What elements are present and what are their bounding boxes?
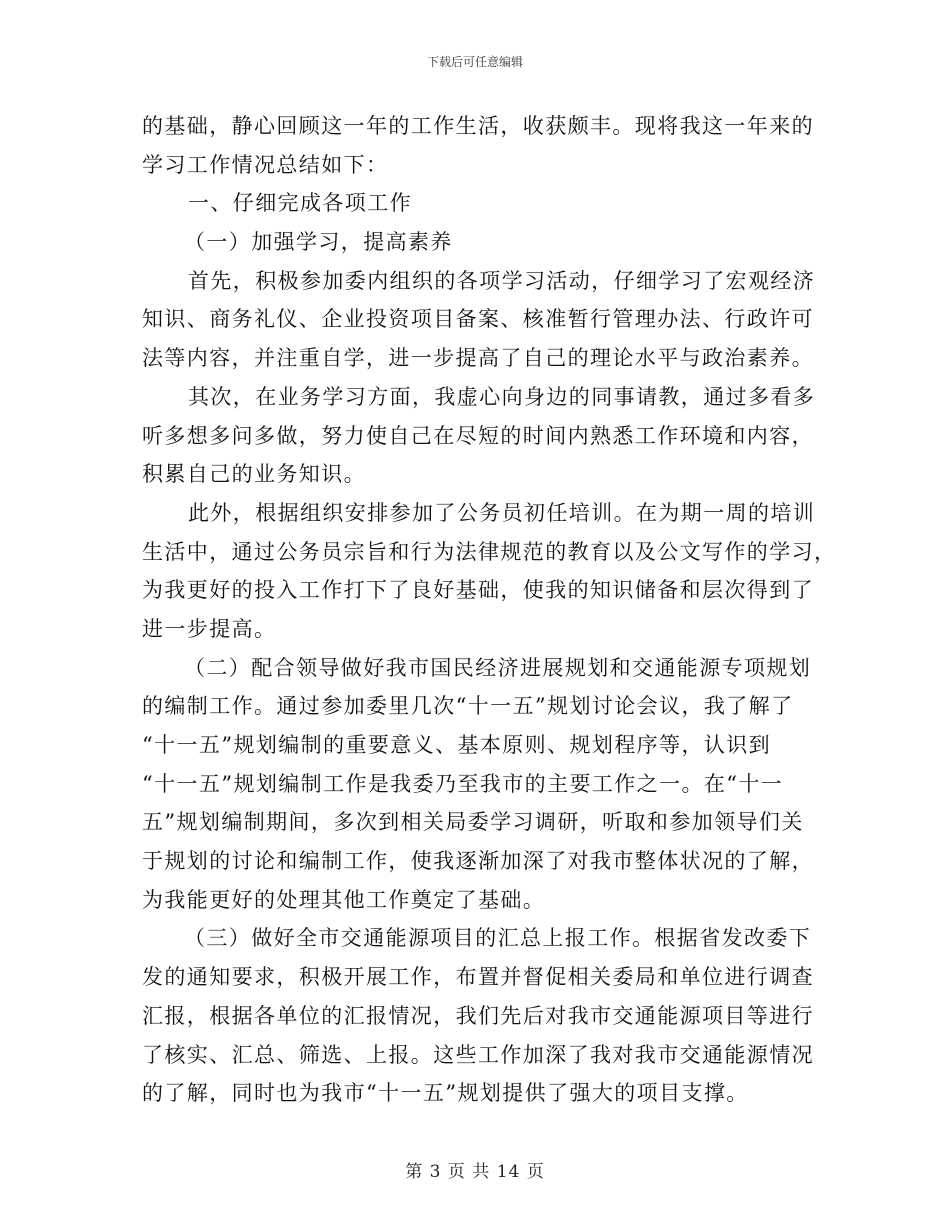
text-line: （二）配合领导做好我市国民经济进展规划和交通能源专项规划 <box>184 655 812 680</box>
text-line: 为我更好的投入工作打下了良好基础，使我的知识储备和层次得到了 <box>142 578 814 603</box>
text-line: 发的通知要求，积极开展工作，布置并督促相关委局和单位进行调查 <box>142 965 814 990</box>
text-line: 法等内容，并注重自学，进一步提高了自己的理论水平与政治素养。 <box>142 346 814 371</box>
text-line: 知识、商务礼仪、企业投资项目备案、核准暂行管理办法、行政许可 <box>142 307 814 332</box>
text-line: 的了解，同时也为我市“十一五”规划提供了强大的项目支撑。 <box>142 1081 749 1106</box>
text-line: 其次，在业务学习方面，我虚心向身边的同事请教，通过多看多 <box>188 384 816 409</box>
text-line: “十一五”规划编制的重要意义、基本原则、规划程序等，认识到 <box>142 733 772 757</box>
text-line: 的编制工作。通过参加委里几次“十一五”规划讨论会议，我了解了 <box>142 694 794 719</box>
text-line: 汇报，根据各单位的汇报情况，我们先后对我市交通能源项目等进行 <box>142 1003 814 1028</box>
text-line: 的基础，静心回顾这一年的工作生活，收获颇丰。现将我这一年来的 <box>142 114 814 138</box>
page-header: 下载后可任意编辑 <box>426 55 523 69</box>
text-line: 五”规划编制期间，多次到相关局委学习调研，听取和参加领导们关 <box>142 810 804 835</box>
text-line: （一）加强学习，提高素养 <box>184 230 453 255</box>
text-line: 积累自己的业务知识。 <box>142 462 366 487</box>
text-line: 于规划的讨论和编制工作，使我逐渐加深了对我市整体状况的了解， <box>142 849 814 874</box>
text-line: 了核实、汇总、筛选、上报。这些工作加深了我对我市交通能源情况 <box>142 1042 814 1067</box>
text-line: 为我能更好的处理其他工作奠定了基础。 <box>142 887 546 912</box>
text-line: 一、仔细完成各项工作 <box>188 191 412 216</box>
text-line: 生活中，通过公务员宗旨和行为法律规范的教育以及公文写作的学习， <box>142 539 837 564</box>
document-body <box>142 107 837 1113</box>
text-line: 首先，积极参加委内组织的各项学习活动，仔细学习了宏观经济 <box>188 268 816 293</box>
text-line: 此外，根据组织安排参加了公务员初任培训。在为期一周的培训 <box>188 500 816 525</box>
text-line: “十一五”规划编制工作是我委乃至我市的主要工作之一。在“十一 <box>142 771 784 796</box>
text-line: 进一步提高。 <box>142 616 277 641</box>
page-number: 第 3 页 共 14 页 <box>405 1162 545 1182</box>
text-line: （三）做好全市交通能源项目的汇总上报工作。根据省发改委下 <box>184 926 812 951</box>
text-line: 学习工作情况总结如下： <box>142 152 389 177</box>
text-line: 听多想多问多做，努力使自己在尽短的时间内熟悉工作环境和内容， <box>142 423 814 448</box>
